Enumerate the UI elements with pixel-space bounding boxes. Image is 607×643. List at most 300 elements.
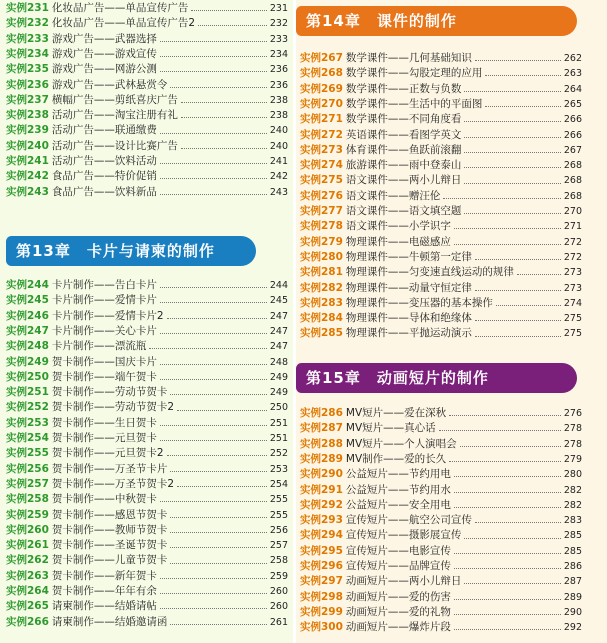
entry-id: 实例262	[6, 554, 49, 567]
entry-category: 贺卡制作	[51, 523, 94, 536]
entry-id: 实例286	[300, 407, 343, 419]
entry-dash: ——	[387, 498, 409, 511]
leader-dots	[454, 568, 561, 569]
entry-id: 实例293	[300, 514, 343, 527]
entry-page: 243	[269, 186, 288, 198]
entry-category: 活动广告	[51, 124, 94, 137]
entry-page: 249	[269, 371, 288, 383]
entry-dash: ——	[93, 309, 115, 322]
entry-page: 264	[563, 83, 582, 95]
toc-entry	[6, 293, 288, 308]
entry-page: 236	[269, 79, 288, 91]
entry-id: 实例278	[300, 220, 343, 233]
entry-page: 282	[563, 499, 582, 511]
entry-id: 实例267	[300, 52, 343, 64]
entry-id: 实例232	[6, 17, 49, 30]
entry-id: 实例251	[6, 386, 49, 399]
entry-dash: ——	[383, 452, 405, 465]
entry-page: 234	[269, 48, 288, 60]
entry-category: 贺卡制作	[51, 447, 94, 460]
entry-page: 273	[563, 267, 582, 279]
leader-dots	[177, 486, 267, 487]
toc-entry	[300, 590, 582, 605]
entry-page: 240	[269, 140, 288, 152]
chapter-14-banner: 第14章 课件的制作	[296, 6, 577, 36]
toc-entry	[300, 326, 582, 341]
entry-dash: ——	[93, 432, 115, 444]
entry-id: 实例240	[6, 139, 49, 152]
leader-dots	[160, 333, 267, 334]
entry-title: 爱的伤害	[408, 590, 451, 603]
entry-id: 实例253	[6, 416, 49, 429]
toc-entry	[6, 139, 288, 154]
toc-entry	[300, 605, 582, 620]
toc-entry	[6, 400, 288, 415]
leader-dots	[464, 583, 560, 584]
entry-id: 实例233	[6, 32, 49, 45]
toc-entry	[6, 599, 288, 614]
entry-dash: ——	[93, 554, 115, 567]
leader-dots	[443, 198, 560, 199]
entry-dash: ——	[387, 266, 409, 279]
left-column	[0, 0, 293, 643]
entry-title: 看图学英文	[408, 128, 462, 141]
toc-entry	[6, 62, 288, 77]
entry-category: 物理课件	[345, 327, 388, 340]
toc-entry	[6, 569, 288, 584]
entry-page: 238	[269, 94, 288, 106]
entry-id: 实例244	[6, 279, 49, 291]
toc-entry	[300, 574, 582, 589]
entry-dash: ——	[387, 97, 409, 110]
entry-title: 万圣节卡片	[114, 462, 168, 475]
leader-dots	[181, 117, 267, 118]
entry-dash: ——	[93, 355, 115, 368]
entry-title: 万圣节贺卡2	[114, 477, 175, 490]
entry-category: 贺卡制作	[51, 355, 94, 368]
entry-page: 275	[563, 328, 582, 340]
leader-dots	[496, 305, 561, 306]
leader-dots	[454, 228, 561, 229]
entry-dash: ——	[93, 416, 115, 429]
entry-page: 236	[269, 64, 288, 76]
entry-title: 动量守恒定律	[408, 281, 472, 294]
entry-page: 270	[563, 206, 582, 217]
entry-category: 化妆品广告	[51, 2, 105, 14]
entry-title: 武林悬赏令	[114, 78, 168, 91]
leader-dots	[181, 102, 267, 103]
entry-title: 劳动节贺卡	[114, 386, 168, 399]
entry-dash: ——	[93, 139, 115, 152]
leader-dots	[454, 599, 561, 600]
leader-dots	[160, 41, 267, 42]
entry-category: 语文课件	[345, 205, 388, 217]
leader-dots	[485, 106, 560, 107]
entry-title: 设计比赛广告	[114, 139, 178, 152]
toc-entry	[6, 615, 288, 630]
entry-title: 单品宣传广告	[125, 2, 189, 14]
entry-id: 实例231	[6, 2, 49, 14]
entry-page: 283	[563, 515, 582, 527]
entry-id: 实例274	[300, 159, 343, 172]
entry-dash: ——	[93, 477, 115, 490]
entry-category: 活动广告	[51, 155, 94, 167]
entry-dash: ——	[387, 250, 409, 263]
toc-entry	[6, 446, 288, 461]
entry-dash: ——	[387, 483, 409, 496]
entry-dash: ——	[93, 569, 115, 582]
entry-category: 动画短片	[345, 621, 388, 634]
entry-id: 实例283	[300, 296, 343, 309]
entry-id: 实例273	[300, 143, 343, 156]
entry-title: 牛顿第一定律	[408, 250, 472, 263]
entry-title: 语文填空题	[408, 205, 462, 217]
entry-category: 食品广告	[51, 185, 94, 198]
entry-category: 卡片制作	[51, 309, 94, 322]
entry-title: 电磁感应	[408, 235, 451, 248]
leader-dots	[475, 259, 561, 260]
entry-title: 两小儿辩日	[408, 174, 462, 187]
entry-title: 感恩节贺卡	[114, 508, 168, 521]
entry-id: 实例288	[300, 437, 343, 450]
leader-dots	[454, 476, 561, 477]
toc-entry	[6, 78, 288, 93]
toc-entry	[300, 452, 582, 467]
entry-title: 饮料新品	[114, 185, 157, 198]
entry-title: 淘宝注册有礼	[114, 109, 178, 122]
entry-page: 289	[563, 591, 582, 603]
entry-page: 267	[563, 144, 582, 156]
entry-category: 卡片制作	[51, 340, 94, 353]
entry-id: 实例299	[300, 605, 343, 618]
entry-title: 联通缴费	[114, 124, 157, 137]
leader-dots	[170, 87, 266, 88]
entry-category: 贺卡制作	[51, 386, 94, 399]
entry-dash: ——	[387, 544, 409, 557]
leader-dots	[464, 167, 560, 168]
entry-dash: ——	[387, 560, 409, 572]
entry-page: 276	[563, 408, 582, 419]
entry-title: 正数与负数	[408, 82, 462, 95]
entry-category: 活动广告	[51, 139, 94, 152]
toc-entry	[300, 250, 582, 265]
entry-category: 物理课件	[345, 281, 388, 294]
entry-id: 实例290	[300, 468, 343, 481]
leader-dots	[464, 213, 560, 214]
entry-id: 实例272	[300, 128, 343, 141]
entry-title: 特价促销	[114, 170, 157, 183]
entry-page: 287	[563, 576, 582, 588]
right-column	[296, 0, 607, 643]
entry-id: 实例239	[6, 124, 49, 137]
toc-entry	[300, 265, 582, 280]
toc-entry	[6, 108, 288, 123]
entry-page: 242	[269, 171, 288, 183]
toc-entry	[300, 406, 582, 421]
entry-title: 结婚邀请函	[114, 615, 168, 628]
entry-dash: ——	[93, 370, 115, 383]
entry-dash: ——	[93, 340, 115, 353]
entry-dash: ——	[93, 615, 115, 628]
toc-entry	[300, 559, 582, 574]
entry-category: 公益短片	[345, 483, 388, 496]
entry-id: 实例261	[6, 539, 49, 552]
entry-dash: ——	[93, 447, 115, 460]
entry-title: 爱的长久	[404, 452, 447, 465]
leader-dots	[475, 60, 561, 61]
entry-dash: ——	[93, 32, 115, 45]
entry-dash: ——	[93, 170, 115, 183]
leader-dots	[475, 336, 561, 337]
entry-dash: ——	[93, 324, 115, 337]
entry-category: 贺卡制作	[51, 462, 94, 475]
leader-dots	[160, 379, 267, 380]
entry-dash: ——	[387, 621, 409, 634]
toc-entry	[6, 47, 288, 62]
entry-title: 安全用电	[408, 498, 451, 511]
entry-page: 231	[269, 3, 288, 14]
entry-category: 贺卡制作	[51, 493, 94, 506]
toc-entry	[6, 123, 288, 138]
entry-page: 272	[563, 251, 582, 263]
toc-entry	[300, 513, 582, 528]
entry-category: 物理课件	[345, 312, 388, 325]
entry-dash: ——	[387, 312, 409, 325]
entry-dash: ——	[93, 585, 115, 597]
toc-entry	[300, 281, 582, 296]
toc-entry	[300, 483, 582, 498]
entry-category: 公益短片	[345, 498, 388, 511]
entry-category: 语文课件	[345, 220, 388, 233]
entry-page: 249	[269, 387, 288, 399]
entry-dash: ——	[93, 47, 115, 60]
entry-page: 268	[563, 190, 582, 202]
entry-page: 280	[563, 469, 582, 481]
leader-dots	[160, 194, 267, 195]
entry-title: 漂流瓶	[114, 340, 147, 353]
entry-id: 实例291	[300, 483, 343, 496]
entry-dash: ——	[93, 539, 115, 552]
chapter-15-banner: 第15章 动画短片的制作	[296, 363, 577, 393]
entry-id: 实例255	[6, 447, 49, 460]
entry-dash: ——	[387, 205, 409, 217]
entry-dash: ——	[387, 590, 409, 603]
entry-title: 变压器的基本操作	[408, 296, 493, 309]
toc-entry	[6, 553, 288, 568]
leader-dots	[454, 244, 561, 245]
entry-category: 宣传短片	[345, 529, 388, 542]
entry-dash: ——	[93, 401, 115, 414]
entry-title: 教师节贺卡	[114, 523, 168, 536]
entry-title: 节约用电	[408, 468, 451, 481]
leader-dots	[167, 318, 267, 319]
entry-page: 263	[563, 68, 582, 80]
toc-entry	[6, 385, 288, 400]
toc-entry	[6, 324, 288, 339]
entry-dash: ——	[387, 189, 409, 202]
entry-dash: ——	[93, 124, 115, 137]
entry-category: 游戏广告	[51, 47, 94, 60]
entry-page: 285	[563, 545, 582, 557]
entry-dash: ——	[387, 605, 409, 618]
leader-dots	[454, 629, 561, 630]
toc-entry	[300, 128, 582, 143]
entry-title: 爆炸片段	[408, 621, 451, 634]
entry-category: 宣传短片	[345, 544, 388, 557]
entry-category: 动画短片	[345, 575, 388, 588]
entry-title: 年年有余	[114, 585, 157, 597]
entry-title: 爱情卡片2	[114, 309, 164, 322]
entry-dash: ——	[387, 82, 409, 95]
leader-dots	[464, 121, 560, 122]
entry-category: 数学课件	[345, 113, 388, 126]
entry-title: 两小儿辩日	[408, 575, 462, 588]
leader-dots	[475, 522, 561, 523]
leader-dots	[160, 364, 267, 365]
entry-category: 贺卡制作	[51, 585, 94, 597]
entry-title: 导体和绝缘体	[408, 312, 472, 325]
entry-page: 261	[269, 616, 288, 628]
entry-dash: ——	[93, 109, 115, 122]
entry-dash: ——	[93, 600, 115, 613]
entry-title: 元旦贺卡	[114, 432, 157, 444]
toc-entry	[300, 235, 582, 250]
leader-dots	[449, 415, 561, 416]
entry-dash: ——	[387, 514, 409, 527]
entry-category: 贺卡制作	[51, 554, 94, 567]
leader-dots	[181, 148, 267, 149]
entry-dash: ——	[383, 422, 405, 435]
entry-category: 贺卡制作	[51, 401, 94, 414]
leader-dots	[149, 348, 266, 349]
entry-page: 275	[563, 313, 582, 325]
entry-id: 实例258	[6, 493, 49, 506]
leader-dots	[170, 471, 266, 472]
entry-category: MV短片	[345, 422, 384, 435]
entry-id: 实例268	[300, 67, 343, 80]
entry-category: 数学课件	[345, 82, 388, 95]
entry-dash: ——	[93, 508, 115, 521]
entry-category: 游戏广告	[51, 63, 94, 76]
entry-title: 结婚请帖	[114, 600, 157, 613]
entry-id: 实例256	[6, 462, 49, 475]
entry-page: 279	[563, 453, 582, 465]
entry-page: 290	[563, 606, 582, 618]
leader-dots	[160, 56, 267, 57]
entry-id: 实例259	[6, 508, 49, 521]
entry-category: 数学课件	[345, 52, 388, 64]
leader-dots	[464, 91, 560, 92]
entry-category: 旅游课件	[345, 159, 388, 172]
entry-id: 实例249	[6, 355, 49, 368]
toc-entry	[6, 584, 288, 599]
toc-entry	[6, 492, 288, 507]
toc-entry	[300, 544, 582, 559]
leader-dots	[464, 137, 560, 138]
leader-dots	[454, 553, 561, 554]
leader-dots	[449, 461, 561, 462]
entry-id: 实例289	[300, 452, 343, 465]
entry-title: 关心卡片	[114, 324, 157, 337]
entry-dash: ——	[387, 159, 409, 172]
entry-title: 中秋贺卡	[114, 493, 157, 506]
leader-dots	[191, 10, 266, 11]
entry-dash: ——	[387, 67, 409, 80]
entry-id: 实例298	[300, 590, 343, 603]
entry-category: 体育课件	[345, 143, 388, 156]
entry-page: 286	[563, 561, 582, 572]
leader-dots	[454, 492, 561, 493]
toc-entry	[6, 309, 288, 324]
toc-entry	[6, 431, 288, 446]
entry-page: 278	[563, 438, 582, 450]
entry-category: 请柬制作	[51, 615, 94, 628]
toc-entry	[6, 16, 288, 31]
entry-category: 贺卡制作	[51, 569, 94, 582]
toc-entry	[6, 538, 288, 553]
leader-dots	[160, 608, 267, 609]
entry-id: 实例235	[6, 63, 49, 76]
entry-dash: ——	[383, 407, 405, 419]
entry-category: 宣传短片	[345, 514, 388, 527]
entry-page: 278	[563, 423, 582, 435]
entry-id: 实例292	[300, 498, 343, 511]
entry-id: 实例247	[6, 324, 49, 337]
toc-entry	[300, 112, 582, 127]
toc-entry	[300, 219, 582, 234]
leader-dots	[160, 578, 267, 579]
entry-category: 游戏广告	[51, 32, 94, 45]
entry-id: 实例276	[300, 189, 343, 202]
entry-page: 240	[269, 125, 288, 137]
toc-entry	[300, 296, 582, 311]
leader-dots	[177, 410, 267, 411]
toc-entry	[6, 169, 288, 184]
entry-id: 实例263	[6, 569, 49, 582]
entry-category: 化妆品广告	[51, 17, 105, 30]
entry-dash: ——	[387, 235, 409, 248]
entry-page: 268	[563, 160, 582, 172]
entry-category: 活动广告	[51, 109, 94, 122]
leader-dots	[160, 133, 267, 134]
entry-category: 宣传短片	[345, 560, 388, 572]
entry-id: 实例236	[6, 78, 49, 91]
toc-entry	[300, 158, 582, 173]
entry-title: 电影宣传	[408, 544, 451, 557]
toc-entry	[300, 437, 582, 452]
entry-dash: ——	[387, 220, 409, 233]
entry-title: 真心话	[404, 422, 436, 435]
leader-dots	[170, 563, 266, 564]
leader-dots	[160, 501, 267, 502]
entry-category: 语文课件	[345, 189, 388, 202]
toc-entry	[6, 355, 288, 370]
entry-page: 251	[269, 433, 288, 444]
entry-dash: ——	[387, 468, 409, 481]
entry-page: 272	[563, 236, 582, 248]
entry-category: MV短片	[345, 437, 384, 450]
toc-entry	[6, 370, 288, 385]
entry-dash: ——	[387, 128, 409, 141]
toc-entry	[6, 462, 288, 477]
entry-id: 实例242	[6, 170, 49, 183]
toc-entry	[300, 620, 582, 635]
toc-entry	[300, 51, 582, 66]
entry-page: 266	[563, 129, 582, 141]
entry-id: 实例264	[6, 585, 49, 597]
entry-page: 258	[269, 555, 288, 567]
entry-category: 英语课件	[345, 128, 388, 141]
